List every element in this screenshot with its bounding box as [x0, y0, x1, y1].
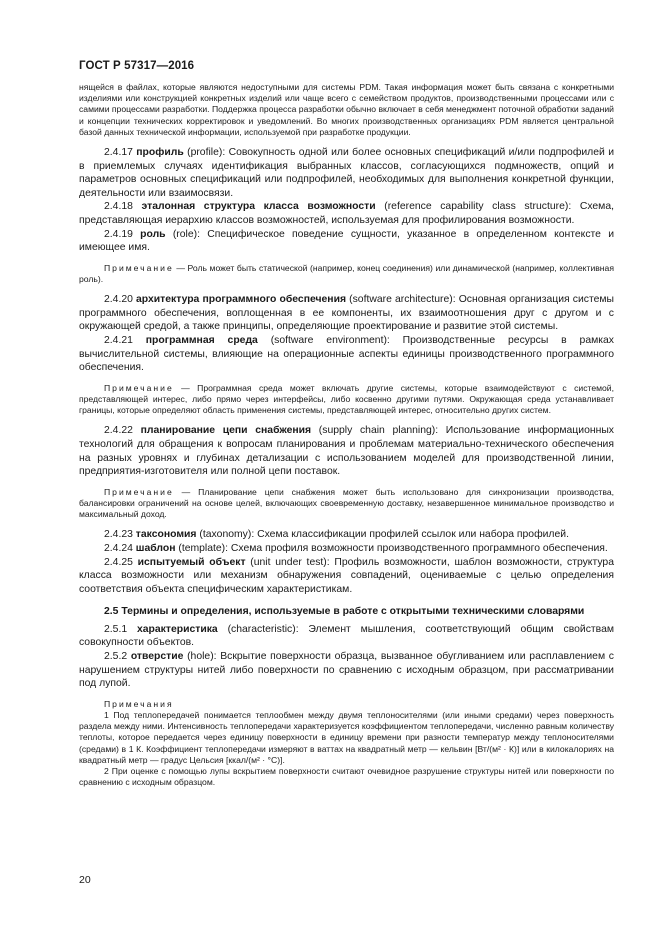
- term-number: 2.4.19: [104, 228, 133, 240]
- note-2-5-2-2: 2 При оценке с помощью лупы вскрытием поверхности считают очевидное разрушение структуры нитей или поверхности по сравнению с исходным образцом.: [79, 766, 614, 788]
- page-body: [79, 82, 614, 788]
- term-number: 2.4.23: [104, 529, 133, 541]
- intro-paragraph: нящейся в файлах, которые являются недоступными для системы PDM. Такая информация может быть связана с конкретными изделиями или конструкцией конкретных изделий или чаще всего с семейством продуктов, производственными процессами или с самими процессами разработки. Поддержка процесса разработки обычно включает в себя менеджмент поточной обработки заданий и концепции технических корректировок и уведомлений. Во многих производственных организациях PDM является центральной базой данных технической информации, используемой при разработке продукции.: [79, 82, 614, 137]
- term-definition: (supply chain planning): Использование информационных технологий для обращения к вопросам планирования и проблемам материально-технического обеспечения на разных уровнях и глубинах детализации с использованием моделей для производственной линии, предприятия-изготовителя или полной цепи поставок.: [79, 425, 614, 478]
- term-name: роль: [140, 228, 166, 240]
- term-2-4-24: [79, 542, 614, 556]
- term-2-4-25: [79, 556, 614, 597]
- term-name: шаблон: [135, 542, 176, 554]
- notes-label: Примечания: [104, 698, 174, 709]
- term-name: отверстие: [130, 651, 184, 663]
- term-2-4-22: [79, 424, 614, 478]
- term-definition: (profile): Совокупность одной или более основных спецификаций и/или подпрофилей и в приемлемых случаях идентификация выбранных классов, согласующихся подмножеств, опций и параметров основных спецификаций или подпрофилей, необходимых для выполнения конкретной функции, деятельности или взаимосвязи.: [79, 147, 614, 199]
- note-label: Примечание: [104, 382, 174, 393]
- term-2-5-1: [79, 623, 614, 650]
- term-definition: (template): Схема профиля возможности производственного программного обеспечения.: [175, 542, 608, 554]
- term-2-4-20: [79, 293, 614, 334]
- term-name: испытуемый объект: [137, 556, 246, 568]
- term-name: профиль: [136, 147, 184, 159]
- note-2-4-21: [79, 383, 614, 417]
- term-number: 2.4.21: [104, 334, 133, 346]
- note-text: — Планирование цепи снабжения может быть использовано для синхронизации производства, балансировки ограничений на основе целей, включающих своевременную доставку, незавершенное минимальное производство и максимальный доход.: [79, 486, 614, 520]
- term-name: таксономия: [135, 529, 197, 541]
- term-definition: (unit under test): Профиль возможности, шаблон возможности, структура класса возможности или механизм обнаружения совпадений, оцениваемые с целью определения соответствия объекта специфическим характеристикам.: [79, 556, 614, 595]
- term-number: 2.4.24: [104, 542, 133, 554]
- note-label: Примечание: [104, 486, 174, 497]
- term-definition: (role): Специфическое поведение сущности, указанное в определенном контексте и имеющее имя.: [79, 228, 615, 254]
- term-2-4-17: [79, 146, 614, 200]
- note-text: — Роль может быть статической (например, конец соединения) или динамической (например, коллективная роль).: [79, 262, 614, 284]
- note-2-4-19: [79, 263, 614, 285]
- term-definition: (software environment): Производственные ресурсы в рамках вычислительной системы, влияющие на операционные аспекты единицы производственного программного обеспечения.: [79, 334, 614, 374]
- note-text: — Программная среда может включать другие системы, которые взаимодействуют с системой, представляющей интерес, либо прямо через интерфейсы, либо косвенно другими путями. Окружающая среда устанавливает границы, которые определяют область применения системы, представляющей интерес, относительно других систем.: [79, 382, 614, 416]
- term-name: эталонная структура класса возможности: [141, 201, 376, 213]
- document-header: ГОСТ Р 57317—2016: [79, 60, 195, 72]
- term-definition: (taxonomy): Схема классификации профилей ссылок или набора профилей.: [196, 529, 569, 541]
- term-definition: (software architecture): Основная организация системы программного обеспечения, воплощенная в ее компоненты, их взаимоотношения друг с другом и с окружающей средой, а также принципы, определяющие проектирование и развитие этой системы.: [79, 294, 614, 333]
- page-number: 20: [79, 874, 91, 886]
- term-name: планирование цепи снабжения: [140, 425, 312, 437]
- term-number: 2.4.22: [104, 425, 133, 437]
- section-heading-2-5: 2.5 Термины и определения, используемые в работе с открытыми техническими словарями: [104, 606, 585, 618]
- term-number: 2.4.20: [104, 294, 133, 306]
- term-2-4-18: [79, 200, 614, 227]
- term-2-4-21: [79, 334, 614, 375]
- term-number: 2.4.25: [104, 556, 133, 568]
- term-definition: (reference capability class structure): Схема, представляющая иерархию классов возможностей, используемая для профилирования возможности.: [79, 201, 614, 226]
- term-2-4-19: [79, 228, 614, 255]
- term-name: архитектура программного обеспечения: [136, 294, 347, 306]
- note-label: Примечание: [104, 262, 174, 273]
- term-number: 2.5.1: [104, 623, 128, 635]
- term-number: 2.5.2: [104, 651, 128, 663]
- term-number: 2.4.17: [104, 147, 133, 159]
- note-2-4-22: [79, 487, 614, 521]
- term-definition: (hole): Вскрытие поверхности образца, вызванное обугливанием или расплавлением с нарушением структуры нитей либо поверхности по сравнению с исходным образцом, при рассматривании под лупой.: [79, 651, 614, 690]
- notes-heading: [79, 699, 614, 710]
- note-2-5-2-1: 1 Под теплопередачей понимается теплообмен между двумя теплоносителями (или иными средами) через поверхность раздела между ними. Интенсивность теплопередачи характеризуется коэффициентом теплопередачи, численно равным количеству теплоты, которое передается через единицу поверхности в единицу времени при разности температур между теплоносителями (средами) в 1 К. Коэффициент теплопередачи измеряют в ваттах на квадратный метр — кельвин [Вт/(м² · К)] или в килокалориях на квадратный метр — градус Цельсия [ккал/(м² · °С)].: [79, 710, 614, 765]
- term-name: характеристика: [136, 623, 218, 635]
- term-2-4-23: [79, 528, 614, 542]
- term-2-5-2: [79, 650, 614, 691]
- term-definition: (characteristic): Элемент мышления, соответствующий общим свойствам совокупности объектов.: [79, 623, 615, 649]
- term-name: программная среда: [145, 334, 258, 346]
- term-number: 2.4.18: [104, 201, 133, 213]
